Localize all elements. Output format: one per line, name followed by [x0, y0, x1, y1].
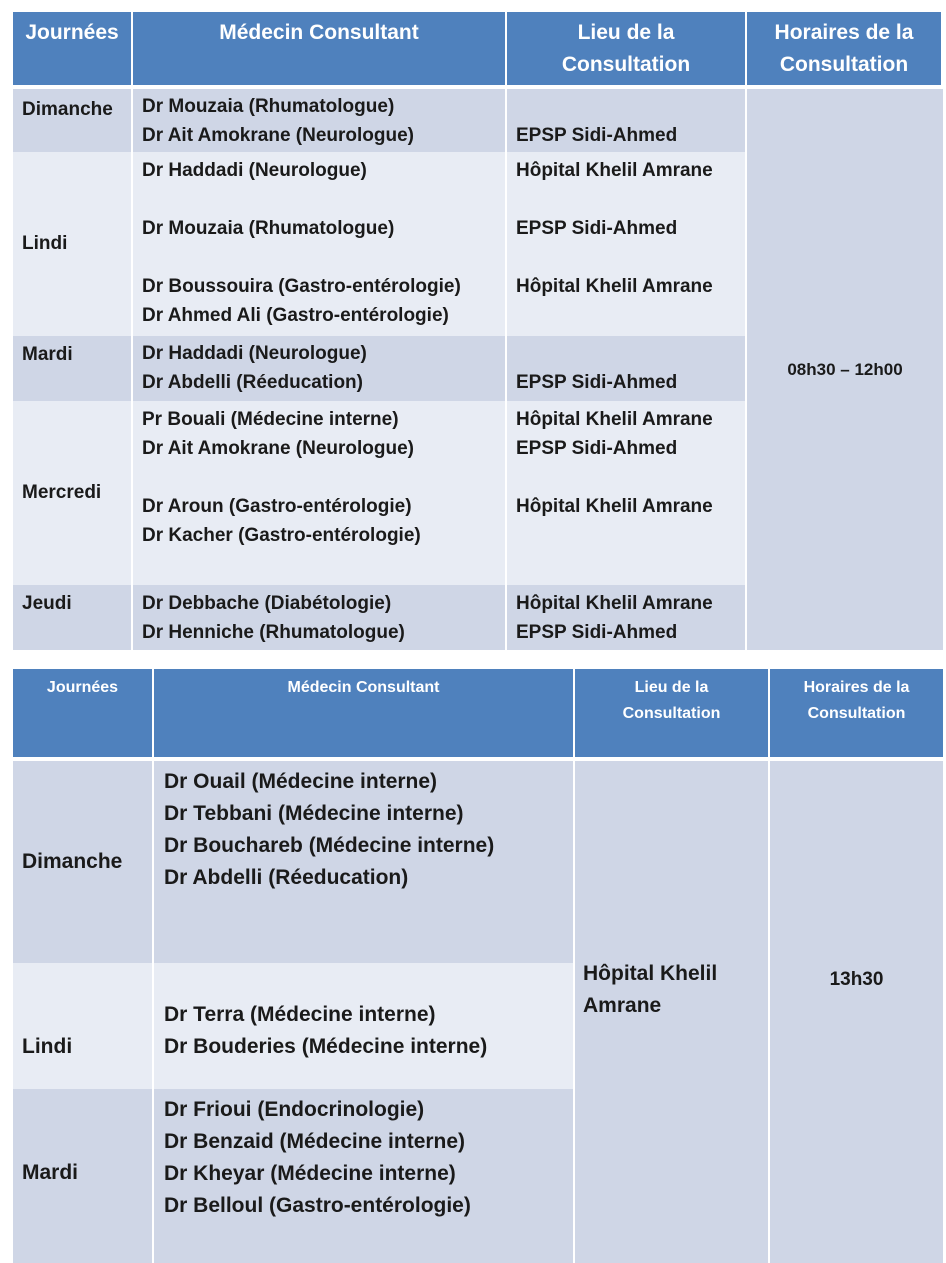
place-cell — [507, 89, 747, 152]
doctor-entry: Pr Bouali (Médecine interne) — [142, 409, 399, 430]
doctor-entry: Dr Ahmed Ali (Gastro-entérologie) — [142, 305, 449, 326]
doctor-entry: Dr Henniche (Rhumatologue) — [142, 622, 405, 643]
place-entry: EPSP Sidi-Ahmed — [516, 218, 678, 239]
place-cell — [507, 336, 747, 401]
header-place-line1: Lieu de la — [634, 679, 709, 696]
table-row-day — [13, 336, 133, 401]
doctor-entry: Dr Bouchareb (Médecine interne) — [164, 834, 495, 857]
place-entry — [516, 463, 745, 492]
day-label: Lindi — [22, 1035, 73, 1058]
doctor-entry — [142, 185, 505, 214]
doctor-cell — [154, 963, 575, 1089]
doctor-entry: Dr Debbache (Diabétologie) — [142, 593, 392, 614]
doctor-cell — [133, 585, 507, 650]
doctor-entry: Dr Haddadi (Neurologue) — [142, 343, 367, 364]
place-cell — [575, 761, 770, 1263]
doctor-cell — [154, 761, 575, 963]
place-entry: EPSP Sidi-Ahmed — [516, 438, 678, 459]
header-doctor-label: Médecin Consultant — [219, 21, 419, 44]
doctor-cell — [133, 89, 507, 152]
doctor-entry: Dr Haddadi (Neurologue) — [142, 160, 367, 181]
place-cell — [507, 585, 747, 650]
place-line2: Amrane — [583, 994, 662, 1017]
place-entry: EPSP Sidi-Ahmed — [516, 622, 678, 643]
doctor-entry: Dr Ait Amokrane (Neurologue) — [142, 125, 415, 146]
day-label: Dimanche — [22, 99, 113, 120]
place-entry — [516, 92, 745, 121]
header-hours-line2: Consultation — [807, 705, 906, 722]
hours-value: 13h30 — [829, 969, 884, 990]
header-doctor-label: Médecin Consultant — [287, 679, 440, 696]
header-hours — [747, 12, 943, 85]
place-entry — [516, 185, 745, 214]
place-entry: Hôpital Khelil Amrane — [516, 496, 713, 517]
header-day — [13, 12, 133, 85]
place-entry: Hôpital Khelil Amrane — [516, 409, 713, 430]
doctor-entry: Dr Abdelli (Réeducation) — [164, 866, 409, 889]
table-row-day — [13, 89, 133, 152]
header-hours-line1: Horaires de la — [774, 21, 914, 44]
doctor-entry — [142, 463, 505, 492]
doctor-entry: Dr Abdelli (Réeducation) — [142, 372, 363, 393]
table-row-day — [13, 761, 154, 963]
table-row-day — [13, 152, 133, 336]
place-entry: Hôpital Khelil Amrane — [516, 593, 713, 614]
place-entry — [516, 339, 745, 368]
place-entry — [516, 521, 745, 550]
morning-schedule-table — [13, 12, 943, 650]
doctor-entry: Dr Mouzaia (Rhumatologue) — [142, 218, 395, 239]
header-day — [13, 669, 154, 757]
day-label: Mardi — [22, 344, 73, 365]
header-day-label: Journées — [46, 679, 119, 696]
header-place — [507, 12, 747, 85]
afternoon-schedule-table — [13, 669, 943, 1263]
day-label: Lindi — [22, 233, 68, 254]
doctor-entry: Dr Boussouira (Gastro-entérologie) — [142, 276, 461, 297]
doctor-entry: Dr Ouail (Médecine interne) — [164, 770, 438, 793]
place-cell — [507, 401, 747, 585]
table-row-day — [13, 1089, 154, 1263]
place-entry: Hôpital Khelil Amrane — [516, 160, 713, 181]
header-doctor — [133, 12, 507, 85]
header-place-line2: Consultation — [561, 53, 691, 76]
table-row-day — [13, 401, 133, 585]
doctor-entry: Dr Aroun (Gastro-entérologie) — [142, 496, 412, 517]
header-hours-line1: Horaires de la — [803, 679, 910, 696]
day-label: Dimanche — [22, 850, 123, 873]
hours-cell — [770, 761, 943, 1263]
doctor-entry: Dr Frioui (Endocrinologie) — [164, 1098, 425, 1121]
place-cell — [507, 152, 747, 336]
header-doctor — [154, 669, 575, 757]
doctor-entry: Dr Belloul (Gastro-entérologie) — [164, 1194, 471, 1217]
doctor-cell — [133, 401, 507, 585]
place-entry: Hôpital Khelil Amrane — [516, 276, 713, 297]
doctor-entry: Dr Terra (Médecine interne) — [164, 1003, 436, 1026]
place-entry — [516, 301, 745, 330]
place-entry: EPSP Sidi-Ahmed — [516, 125, 678, 146]
doctor-cell — [154, 1089, 575, 1263]
header-place-line1: Lieu de la — [577, 21, 675, 44]
place-entry — [516, 243, 745, 272]
doctor-entry: Dr Mouzaia (Rhumatologue) — [142, 96, 395, 117]
doctor-entry: Dr Bouderies (Médecine interne) — [164, 1035, 488, 1058]
hours-value: 08h30 – 12h00 — [787, 359, 903, 379]
header-place — [575, 669, 770, 757]
doctor-cell — [133, 152, 507, 336]
doctor-entry: Dr Tebbani (Médecine interne) — [164, 802, 464, 825]
table-row-day — [13, 585, 133, 650]
header-day-label: Journées — [25, 21, 119, 44]
header-place-line2: Consultation — [622, 705, 721, 722]
doctor-entry: Dr Kacher (Gastro-entérologie) — [142, 525, 421, 546]
doctor-entry: Dr Kheyar (Médecine interne) — [164, 1162, 456, 1185]
doctor-entry: Dr Benzaid (Médecine interne) — [164, 1130, 466, 1153]
place-entry: EPSP Sidi-Ahmed — [516, 372, 678, 393]
doctor-cell — [133, 336, 507, 401]
day-label: Mercredi — [22, 482, 102, 503]
day-label: Mardi — [22, 1161, 79, 1184]
doctor-entry — [142, 243, 505, 272]
doctor-entry: Dr Ait Amokrane (Neurologue) — [142, 438, 415, 459]
table-row-day — [13, 963, 154, 1089]
place-line1: Hôpital Khelil — [583, 962, 718, 985]
hours-cell — [747, 89, 943, 650]
day-label: Jeudi — [22, 593, 72, 614]
header-hours — [770, 669, 943, 757]
header-hours-line2: Consultation — [779, 53, 909, 76]
